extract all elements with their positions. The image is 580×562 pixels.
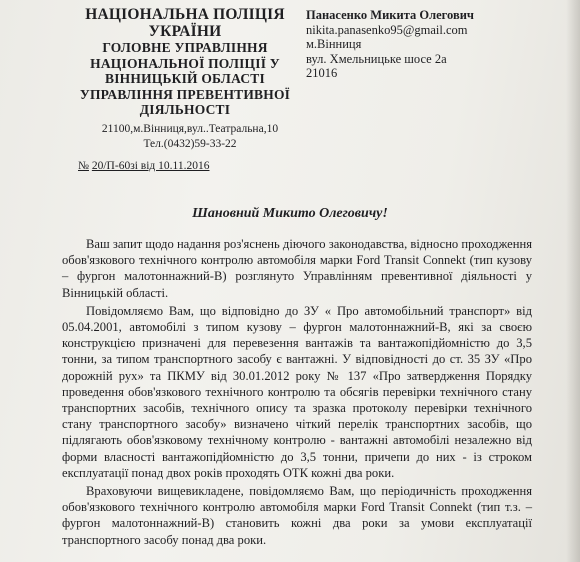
sender-line: НАЦІОНАЛЬНОЇ ПОЛІЦІЇ У	[90, 55, 280, 71]
page-shadow	[566, 0, 580, 562]
body-paragraph: Враховуючи вищевикладене, повідомляємо Вам, що періодичність проходження обов'язкового технічного контролю автомобіля марки Ford Transit Connekt (тип т.з. – фургон малотоннажний-В) становить кожні два роки за умови експлуатації транспортного засобу понад два роки.	[62, 484, 532, 547]
sender-line: УПРАВЛІННЯ ПРЕВЕНТИВНОЇ	[79, 86, 291, 102]
sender-line: НАЦІОНАЛЬНА ПОЛІЦІЯ	[85, 6, 285, 23]
recipient-street: вул. Хмельницьке шосе 2а	[306, 51, 447, 66]
recipient-block	[306, 8, 546, 81]
sender-organization	[70, 6, 300, 118]
sender-line: УКРАЇНИ	[148, 23, 222, 40]
recipient-email: nikita.panasenko95@gmail.com	[306, 22, 468, 37]
sender-line: ДІЯЛЬНОСТІ	[139, 102, 231, 117]
body-paragraph: Ваш запит щодо надання роз'яснень діючого законодавства, відносно проходження обов'язкового технічного контролю автомобіля марки Ford Transit Connekt (тип кузову – фургон малотоннажний-В) розглянуто Управлінням превентивної діяльності у Вінницькій області.	[62, 237, 532, 300]
recipient-city: м.Вінниця	[306, 37, 362, 51]
letter-body	[62, 236, 532, 548]
sender-address: 21100,м.Вінниця,вул..Театральна,10	[101, 123, 279, 135]
recipient-name: Панасенко Микита Олегович	[306, 8, 474, 22]
salutation: Шановний Микито Олеговичу!	[192, 206, 388, 221]
reference-prefix: №	[78, 160, 89, 172]
reference-value: 20/П-60зі від 10.11.2016	[91, 160, 210, 172]
sender-line: ГОЛОВНЕ УПРАВЛІННЯ	[102, 40, 268, 55]
reference-number	[78, 160, 209, 172]
sender-address-block	[90, 122, 290, 152]
sender-line: ВІННИЦЬКІЙ ОБЛАСТІ	[105, 71, 265, 86]
recipient-postcode: 21016	[306, 66, 338, 80]
body-paragraph: Повідомляємо Вам, що відповідно до ЗУ « Про автомобільний транспорт» від 05.04.2001, автомобілі з типом кузову – фургон малотоннажний-В, які за своєю конструкцією призначені для перевезення вантажів та вантажопідйомністю до 3,5 тонни, за типом транспортного засобу є вантажні. У відповідності до ст. 35 ЗУ «Про дорожній рух» та ПКМУ від 30.01.2012 року № 137 «Про затвердження Порядку проведення обов'язкового технічного контролю та обсягів перевірки технічного стану транспортних засобів, технічного опису та зразка протоколу перевірки технічного стану транспортного засобу» визначено чіткий перелік транспортних засобів, що підлягають обов'язковому технічному контролю - вантажні автомобілі незалежно від форми власності вантажопідйомністю до 3,5 тонни, причепи до них - із строком експлуатації понад двох років проходять ОТК кожні два роки.	[62, 303, 532, 480]
sender-phone: Тел.(0432)59-33-22	[143, 138, 237, 150]
